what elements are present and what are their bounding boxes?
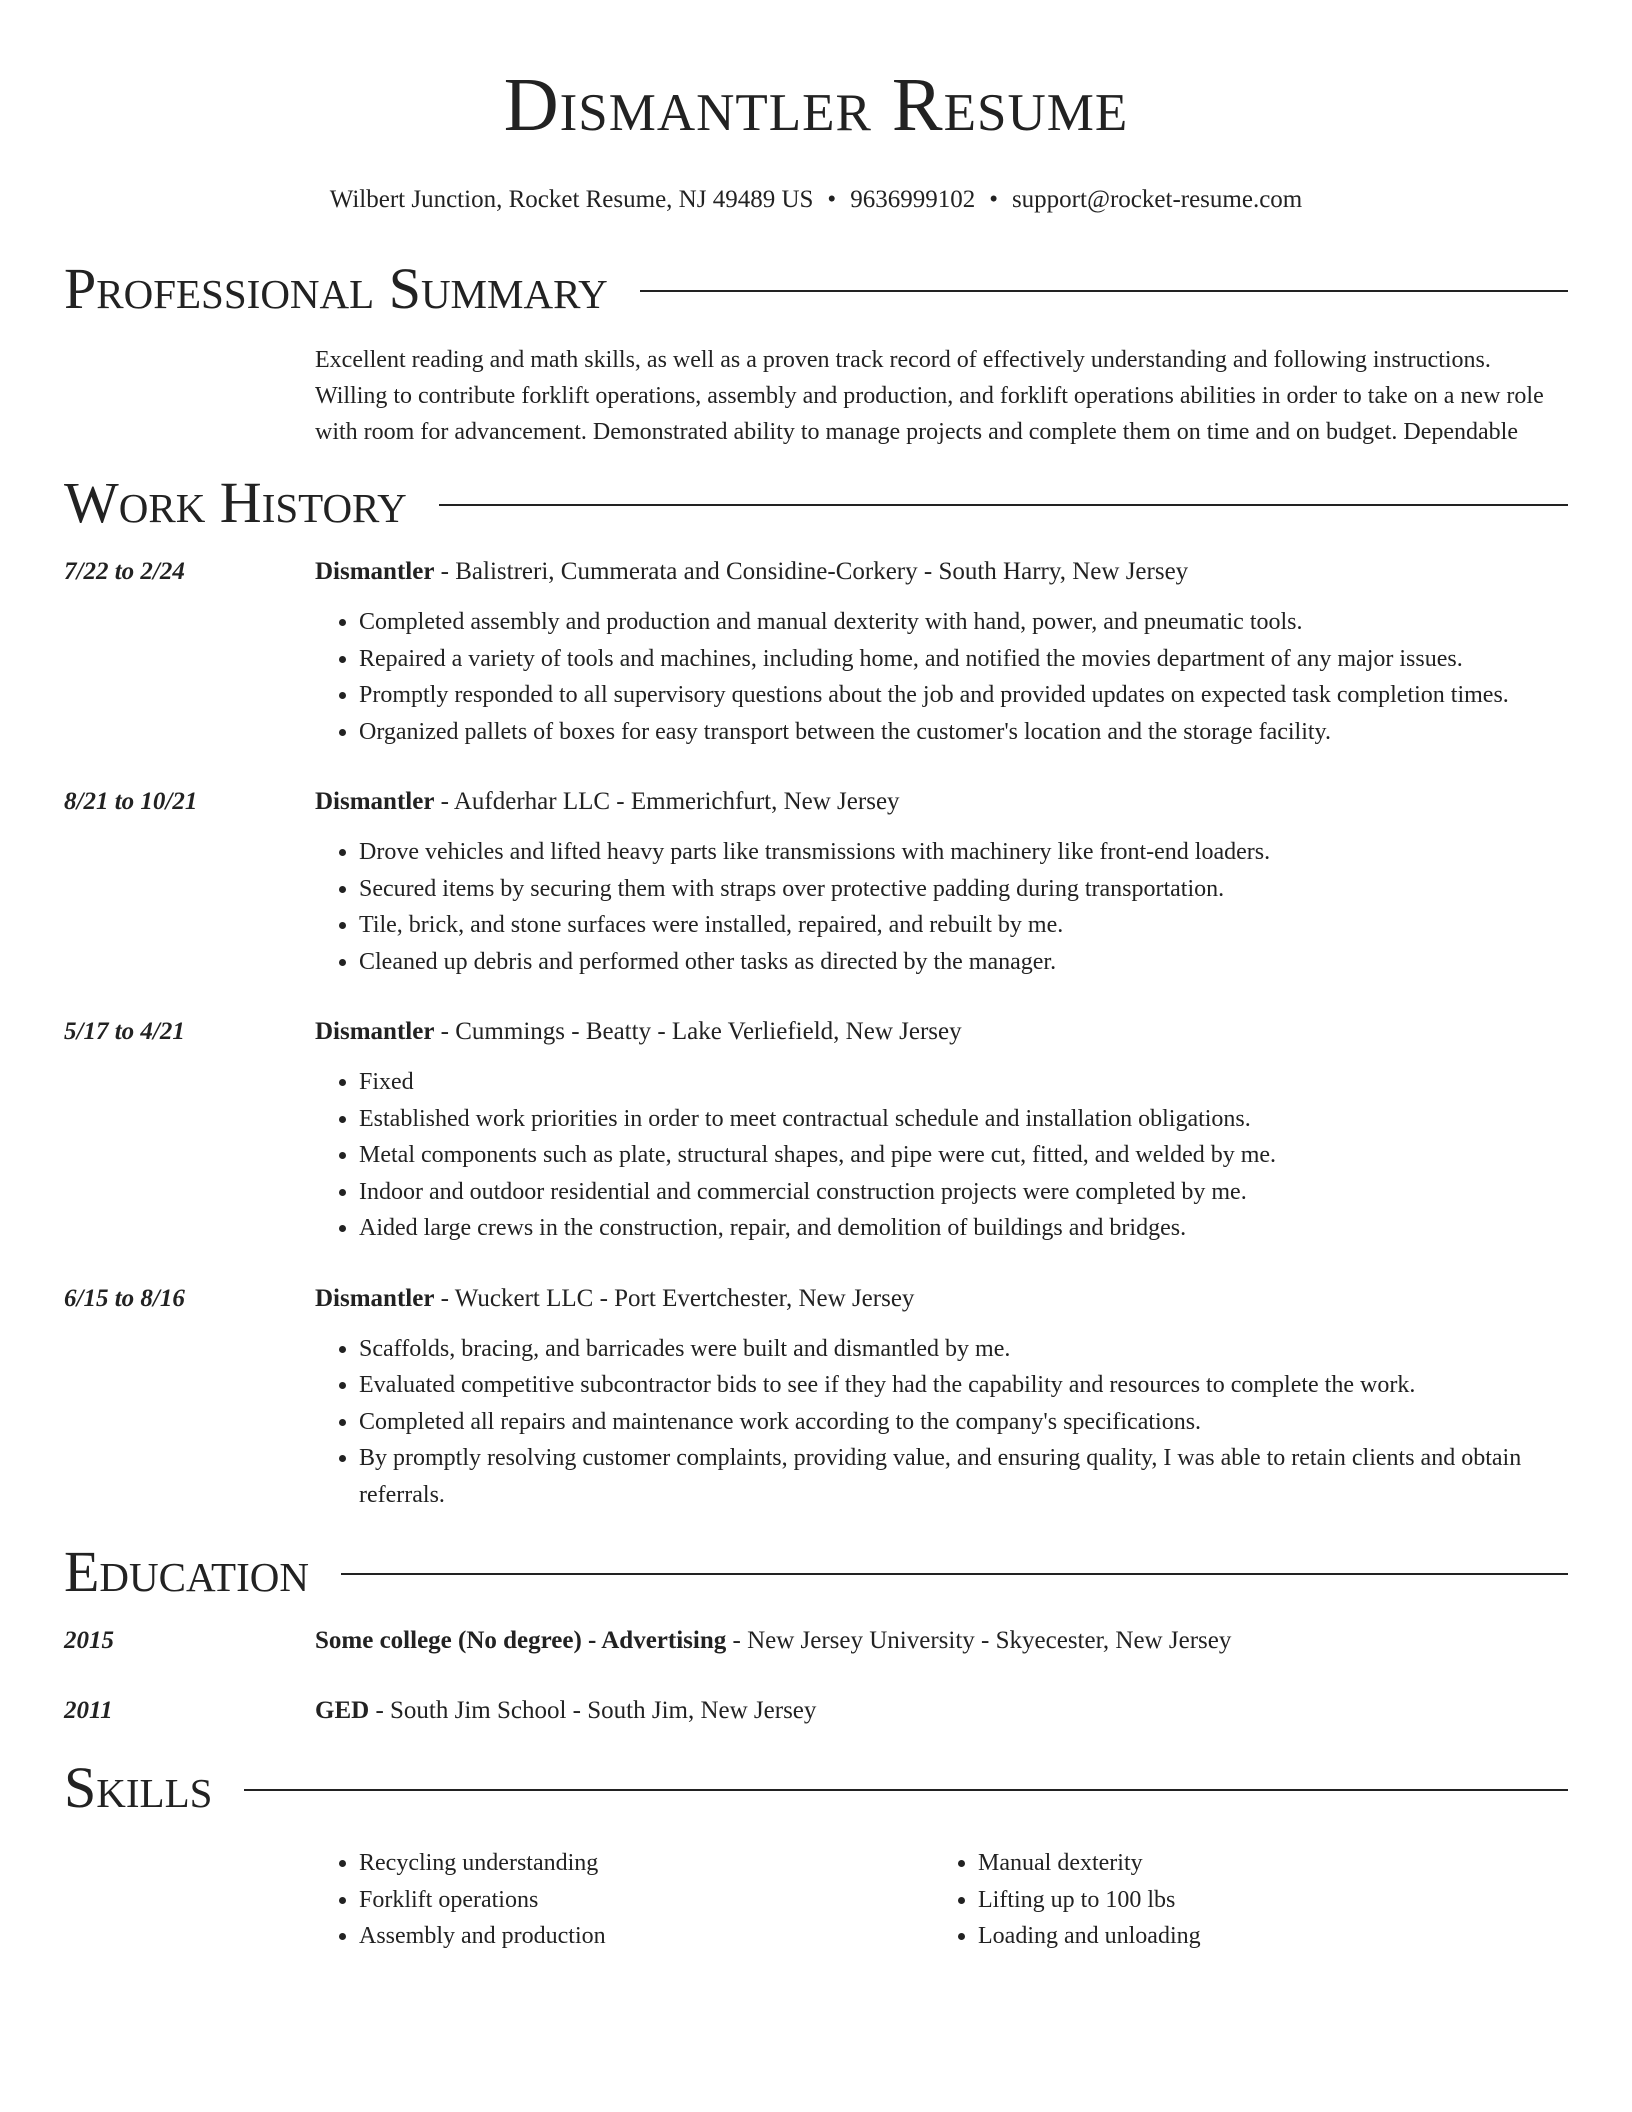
contact-separator: • [989,186,998,213]
summary-text: Excellent reading and math skills, as well as a proven track record of effectively understanding and following instructions. Willing to contribute forklift operations, assembly and production, and forklift operations abilities in order to take on a new role with room for advancement. Demonstrated ability to manage projects and complete them on time and on budget. Dependable [315,347,1544,445]
list-item: • Organized pallets of boxes for easy transport between the customer's location and the storage facility. [359,714,1568,751]
skill-item: • Forklift operations [359,1882,934,1919]
skills-heading-title: Skills [64,1755,213,1820]
list-item: • Completed all repairs and maintenance work according to the company's specifications. [359,1404,1568,1441]
education-entry [64,1693,1568,1729]
list-item: • Indoor and outdoor residential and commercial construction projects were completed by me. [359,1174,1568,1211]
list-item: • By promptly resolving customer complaints, providing value, and ensuring quality, I was able to retain clients and obtain referrals. [359,1440,1568,1513]
list-item: • Fixed [359,1064,1568,1101]
list-item: • Established work priorities in order to meet contractual schedule and installation obligations. [359,1101,1568,1138]
contact-email: support@rocket-resume.com [1011,186,1303,213]
education-entry [64,1623,1568,1659]
work-heading [64,468,1568,538]
section-divider [640,290,1568,292]
work-dates: 7/22 to 2/24 [64,558,185,585]
education-details: - South Jim School - South Jim, New Jersey [369,1697,817,1724]
summary-heading [64,254,1568,324]
work-bullets [315,1064,1568,1247]
skill-item: • Loading and unloading [978,1918,1553,1955]
work-main [315,784,1568,980]
work-heading-title: Work History [64,470,407,535]
contact-separator: • [827,186,837,213]
list-item: • Drove vehicles and lifted heavy parts like transmissions with machinery like front-end loaders. [359,834,1568,871]
skill-item: • Recycling understanding [359,1845,934,1882]
job-title: Dismantler [315,788,435,815]
work-line [315,1281,1568,1317]
list-item: • Evaluated competitive subcontractor bids to see if they had the capability and resources to complete the work. [359,1367,1568,1404]
work-dates: 8/21 to 10/21 [64,788,198,815]
education-main [315,1693,1568,1729]
job-title: Dismantler [315,558,435,585]
education-degree: GED [315,1697,370,1724]
list-item: • Scaffolds, bracing, and barricades were built and dismantled by me. [359,1331,1568,1368]
contact-phone: 9636999102 [850,186,976,213]
list-item: • Aided large crews in the construction, repair, and demolition of buildings and bridges. [359,1210,1568,1247]
education-year: 2015 [64,1627,114,1654]
work-dates: 5/17 to 4/21 [64,1018,185,1045]
list-item: • Promptly responded to all supervisory questions about the job and provided updates on expected task completion times. [359,677,1568,714]
skill-item: • Manual dexterity [978,1845,1553,1882]
work-entry [64,784,1568,980]
work-entry [64,1014,1568,1247]
job-details: - Aufderhar LLC - Emmerichfurt, New Jersey [434,788,900,815]
education-details: - New Jersey University - Skyecester, New Jersey [726,1627,1232,1654]
work-bullets [315,1331,1568,1514]
job-details: - Balistreri, Cummerata and Considine-Corkery - South Harry, New Jersey [434,558,1189,585]
education-degree: Some college (No degree) - Advertising [315,1627,727,1654]
skills-list [315,1845,1568,1955]
work-entry [64,554,1568,750]
contact-line [64,184,1568,216]
section-divider [439,504,1568,506]
work-dates: 6/15 to 8/16 [64,1284,185,1312]
list-item: • Secured items by securing them with straps over protective padding during transportation. [359,871,1568,908]
education-line [315,1693,1568,1729]
resume-title: Dismantler Resume [503,63,1129,147]
education-year: 2011 [64,1697,113,1724]
list-item: • Metal components such as plate, structural shapes, and pipe were cut, fitted, and welded by me. [359,1137,1568,1174]
summary-heading-title: Professional Summary [64,256,608,321]
section-divider [244,1789,1568,1791]
education-main [315,1623,1568,1659]
job-details: - Wuckert LLC - Port Evertchester, New Jersey [434,1284,915,1312]
education-heading [64,1537,1568,1607]
skill-item: • Assembly and production [359,1918,934,1955]
work-bullets [315,604,1568,750]
job-title: Dismantler [315,1284,435,1312]
list-item: • Completed assembly and production and manual dexterity with hand, power, and pneumatic tools. [359,604,1568,641]
list-item: • Repaired a variety of tools and machines, including home, and notified the movies department of any major issues. [359,641,1568,678]
job-details: - Cummings - Beatty - Lake Verliefield, New Jersey [434,1018,962,1045]
education-heading-title: Education [64,1539,309,1604]
section-divider [341,1573,1568,1575]
work-main [315,554,1568,750]
work-main [315,1014,1568,1247]
work-line [315,784,1568,820]
skills-column-left [315,1845,934,1955]
job-title: Dismantler [315,1018,435,1045]
skills-heading [64,1753,1568,1823]
skills-column-right [934,1845,1553,1955]
list-item: • Cleaned up debris and performed other tasks as directed by the manager. [359,944,1568,981]
resume-page [64,0,1568,1955]
education-line [315,1623,1568,1659]
work-line [315,554,1568,590]
work-line [315,1014,1568,1050]
work-main [315,1281,1568,1514]
skill-item: • Lifting up to 100 lbs [978,1882,1553,1919]
contact-address: Wilbert Junction, Rocket Resume, NJ 49489 US [329,186,814,213]
list-item: • Tile, brick, and stone surfaces were installed, repaired, and rebuilt by me. [359,907,1568,944]
work-entry [64,1281,1568,1514]
work-bullets [315,834,1568,980]
